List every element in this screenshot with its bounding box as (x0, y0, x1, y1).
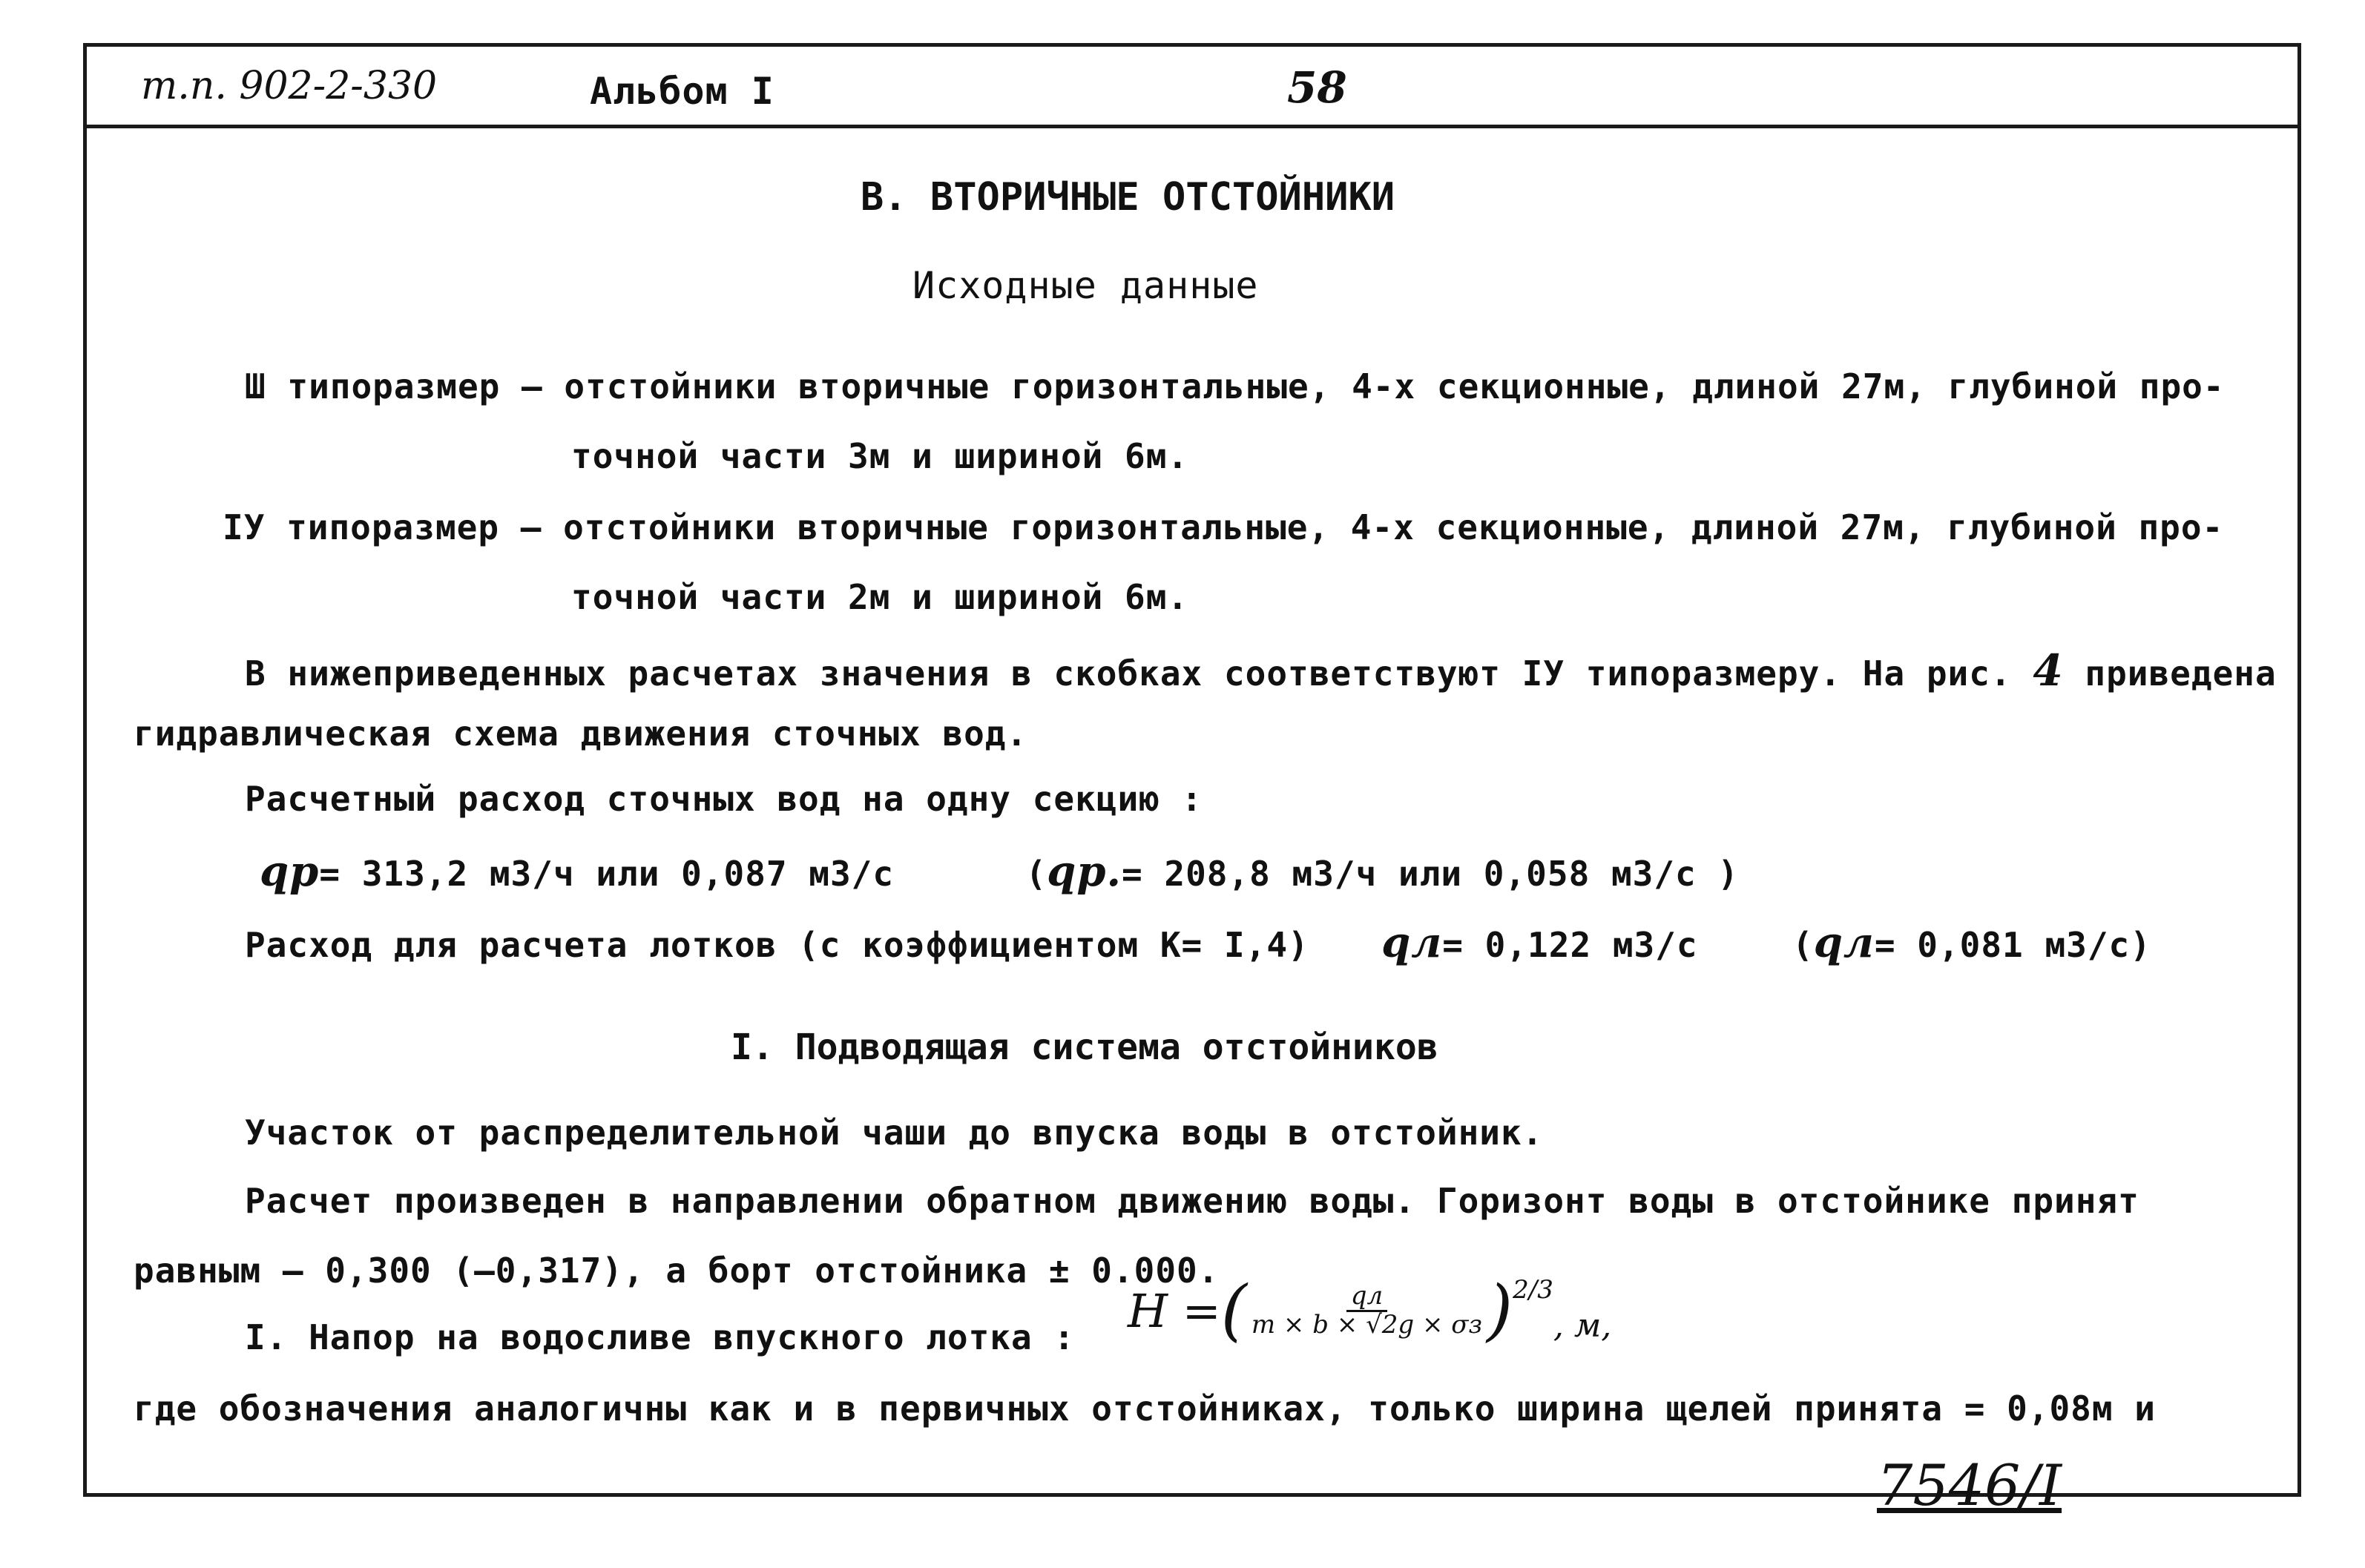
formula-fraction (1251, 1280, 1482, 1340)
formula-numerator: qл (1346, 1283, 1387, 1312)
head-label: I. Напор на водосливе впускного лотка : (245, 1317, 1076, 1357)
size3-line1: Ш типоразмер – отстойники вторичные горизонтальные, 4-х секционные, длиной 27м, глубиной про- (245, 366, 2225, 406)
calc-line1: Расчет произведен в направлении обратном движению воды. Горизонт воды в отстойнике принят (245, 1181, 2139, 1221)
project-code: т.п. 902-2-330 (141, 64, 438, 108)
head-formula (1128, 1271, 1612, 1349)
formula-exponent: 2/3 (1513, 1275, 1553, 1305)
section-subtitle: Исходные данные (912, 264, 1259, 307)
note-text-b: приведена (2085, 653, 2277, 694)
flow-alt-symbol: qр. (1047, 847, 1122, 896)
page-number: 58 (1287, 62, 1347, 113)
subsection-title: I. Подводящая система отстойников (731, 1027, 1438, 1068)
section-title: В. ВТОРИЧНЫЕ ОТСТОЙНИКИ (861, 175, 1395, 220)
size4-line1: IУ типоразмер – отстойники вторичные горизонтальные, 4-х секционные, длиной 27м, глубиной про- (223, 507, 2224, 547)
tray-alt-open: ( (1792, 925, 1814, 965)
formula-close-paren: ) (1487, 1271, 1513, 1349)
note-text-a: В нижеприведенных расчетах значения в скобках соответствуют IУ типоразмеру. На рис. (245, 653, 2012, 694)
tray-value: = 0,122 м3/с (1442, 925, 1698, 965)
flow-label: Расчетный расход сточных вод на одну секцию : (245, 779, 1203, 819)
tray-symbol: qл (1381, 918, 1443, 967)
archive-number: 7546/I (1877, 1452, 2062, 1518)
tray-alt-value: = 0,081 м3/с) (1874, 925, 2151, 965)
flow-value: = 313,2 м3/ч или 0,087 м3/с (319, 854, 895, 894)
flow-alt-open: ( (1025, 854, 1047, 894)
formula-unit: , м, (1553, 1306, 1612, 1345)
flow-alt-value: = 208,8 м3/ч или 0,058 м3/с ) (1121, 854, 1740, 894)
album-label: Альбом I (590, 70, 774, 113)
where-line: где обозначения аналогичны как и в первичных отстойниках, только ширина щелей принята = 0,08м и (134, 1389, 2156, 1429)
flow-symbol: qр (260, 847, 320, 896)
note-line1 (245, 645, 2277, 696)
formula-denominator: m × b × √2g × σз (1251, 1309, 1482, 1340)
calc-line2: равным – 0,300 (–0,317), а борт отстойника ± 0.000. (134, 1251, 1220, 1291)
tray-alt-symbol: qл (1813, 918, 1875, 967)
tray-label: Расход для расчета лотков (с коэффициентом К= I,4) (245, 925, 1309, 965)
segment-line: Участок от распределительной чаши до впуска воды в отстойник. (245, 1113, 1544, 1153)
note-line2: гидравлическая схема движения сточных вод. (134, 714, 1028, 754)
tray-line (245, 918, 2151, 967)
size4-line2: точной части 2м и шириной 6м. (571, 577, 1189, 617)
figure-reference: 4 (2033, 645, 2064, 696)
header-divider (83, 125, 2301, 128)
formula-open-paren: ( (1220, 1271, 1247, 1349)
formula-lhs: H = (1128, 1283, 1221, 1338)
size3-line2: точной части 3м и шириной 6м. (571, 436, 1189, 476)
flow-line (260, 847, 1739, 896)
